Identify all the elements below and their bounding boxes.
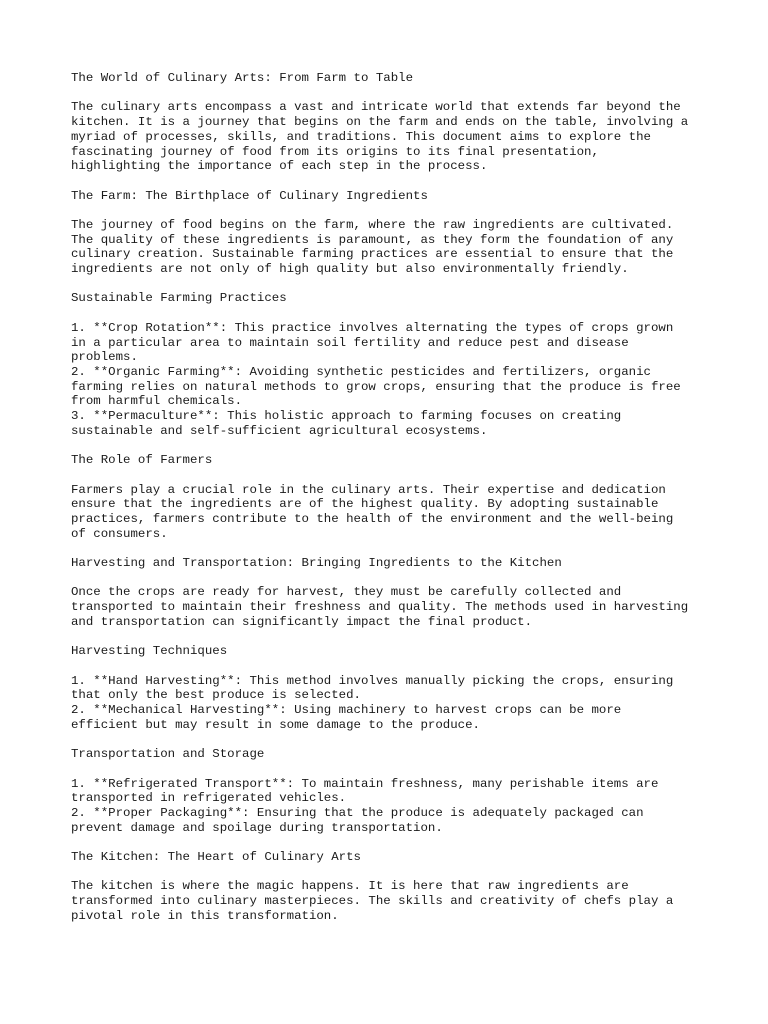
section-heading-farm: The Farm: The Birthplace of Culinary Ingredients <box>71 188 428 203</box>
text-line: The culinary arts encompass a vast and intricate world that extends far beyond the <box>71 100 681 115</box>
section-heading-harvesting: Harvesting and Transportation: Bringing Ingredients to the Kitchen <box>71 556 562 571</box>
document-page <box>71 71 711 938</box>
list-line: 1. **Refrigerated Transport**: To maintain freshness, many perishable items are <box>71 776 659 791</box>
list-line: problems. <box>71 350 138 365</box>
list-line: that only the best produce is selected. <box>71 688 361 703</box>
farmers-paragraph <box>71 483 711 542</box>
list-line: sustainable and self-sufficient agricultural ecosystems. <box>71 423 488 438</box>
text-line: transformed into culinary masterpieces. The skills and creativity of chefs play a <box>71 894 674 909</box>
section-heading-kitchen: The Kitchen: The Heart of Culinary Arts <box>71 850 361 865</box>
document-title: The World of Culinary Arts: From Farm to Table <box>71 71 414 85</box>
subheading-harvesting-techniques: Harvesting Techniques <box>71 644 228 659</box>
list-line: 2. **Proper Packaging**: Ensuring that the produce is adequately packaged can <box>71 805 644 820</box>
text-line: fascinating journey of food from its origins to its final presentation, <box>71 144 599 159</box>
list-line: 2. **Mechanical Harvesting**: Using machinery to harvest crops can be more <box>71 703 622 718</box>
text-line: pivotal role in this transformation. <box>71 908 339 923</box>
intro-paragraph <box>71 100 711 174</box>
sustainable-farming-list <box>71 321 711 439</box>
text-line: and transportation can significantly impact the final product. <box>71 614 533 629</box>
text-line: practices, farmers contribute to the health of the environment and the well-being <box>71 511 674 526</box>
list-line: farming relies on natural methods to grow crops, ensuring that the produce is free <box>71 379 681 394</box>
text-line: ingredients are not only of high quality but also environmentally friendly. <box>71 262 629 277</box>
list-line: from harmful chemicals. <box>71 394 243 409</box>
kitchen-paragraph <box>71 879 711 923</box>
text-line: Once the crops are ready for harvest, they must be carefully collected and <box>71 585 622 600</box>
text-line: The kitchen is where the magic happens. It is here that raw ingredients are <box>71 879 629 894</box>
list-line: 1. **Crop Rotation**: This practice involves alternating the types of crops grown <box>71 320 674 335</box>
subheading-transportation-storage: Transportation and Storage <box>71 747 265 762</box>
list-line: transported in refrigerated vehicles. <box>71 791 347 806</box>
text-line: The journey of food begins on the farm, where the raw ingredients are cultivated. <box>71 217 674 232</box>
text-line: Farmers play a crucial role in the culinary arts. Their expertise and dedication <box>71 482 666 497</box>
text-line: culinary creation. Sustainable farming practices are essential to ensure that the <box>71 247 674 262</box>
list-line: efficient but may result in some damage to the produce. <box>71 717 480 732</box>
transportation-list <box>71 777 711 836</box>
harvesting-techniques-list <box>71 674 711 733</box>
list-line: prevent damage and spoilage during transportation. <box>71 820 443 835</box>
subheading-role-of-farmers: The Role of Farmers <box>71 453 213 468</box>
text-line: ensure that the ingredients are of the highest quality. By adopting sustainable <box>71 497 659 512</box>
list-line: 2. **Organic Farming**: Avoiding synthetic pesticides and fertilizers, organic <box>71 364 651 379</box>
text-line: kitchen. It is a journey that begins on the farm and ends on the table, involving a <box>71 115 689 130</box>
text-line: of consumers. <box>71 526 168 541</box>
list-line: 1. **Hand Harvesting**: This method involves manually picking the crops, ensuring <box>71 673 674 688</box>
list-line: 3. **Permaculture**: This holistic approach to farming focuses on creating <box>71 409 622 424</box>
text-line: highlighting the importance of each step in the process. <box>71 159 488 174</box>
list-line: in a particular area to maintain soil fertility and reduce pest and disease <box>71 335 629 350</box>
subheading-sustainable-farming: Sustainable Farming Practices <box>71 291 287 306</box>
text-line: myriad of processes, skills, and traditions. This document aims to explore the <box>71 129 651 144</box>
text-line: transported to maintain their freshness and quality. The methods used in harvesting <box>71 600 689 615</box>
harvesting-paragraph <box>71 585 711 629</box>
text-line: The quality of these ingredients is paramount, as they form the foundation of any <box>71 232 674 247</box>
farm-paragraph <box>71 218 711 277</box>
